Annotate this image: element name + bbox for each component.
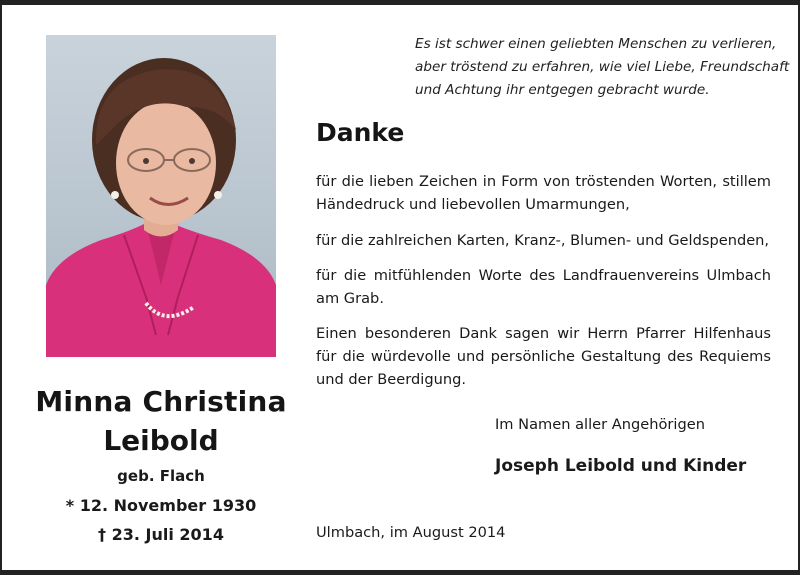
thanks-paragraph: Einen besonderen Dank sagen wir Herrn Pfarrer Hilfenhaus für die würdevolle und persönliche Gestaltung des Requiems und der Beerdigung. [316, 325, 771, 388]
thanks-paragraph: für die zahlreichen Karten, Kranz-, Blumen- und Geldspenden, [316, 232, 770, 249]
maiden-name: geb. Flach [117, 467, 205, 485]
deceased-first-names: Minna Christina [35, 385, 287, 418]
death-date: † 23. Juli 2014 [98, 525, 224, 544]
deceased-surname: Leibold [103, 424, 219, 457]
portrait-illustration [46, 35, 276, 357]
closing-line: Im Namen aller Angehörigen [495, 416, 705, 433]
place-date: Ulmbach, im August 2014 [316, 524, 506, 541]
quote-line: aber tröstend zu erfahren, wie viel Liebe, Freundschaft [415, 59, 790, 75]
birth-date: * 12. November 1930 [65, 496, 257, 515]
quote-line: und Achtung ihr entgegen gebracht wurde. [415, 82, 710, 98]
memorial-quote [415, 33, 790, 102]
thanks-heading: Danke [316, 118, 405, 147]
thanks-paragraph: für die lieben Zeichen in Form von tröstenden Worten, stillem Händedruck und liebevollen Umarmungen, [316, 173, 771, 213]
portrait-photo [46, 35, 276, 357]
quote-line: Es ist schwer einen geliebten Menschen zu verlieren, [415, 36, 777, 52]
family-signature: Joseph Leibold und Kinder [495, 456, 747, 476]
thanks-paragraph: für die mitfühlenden Worte des Landfrauenvereins Ulmbach am Grab. [316, 267, 771, 307]
